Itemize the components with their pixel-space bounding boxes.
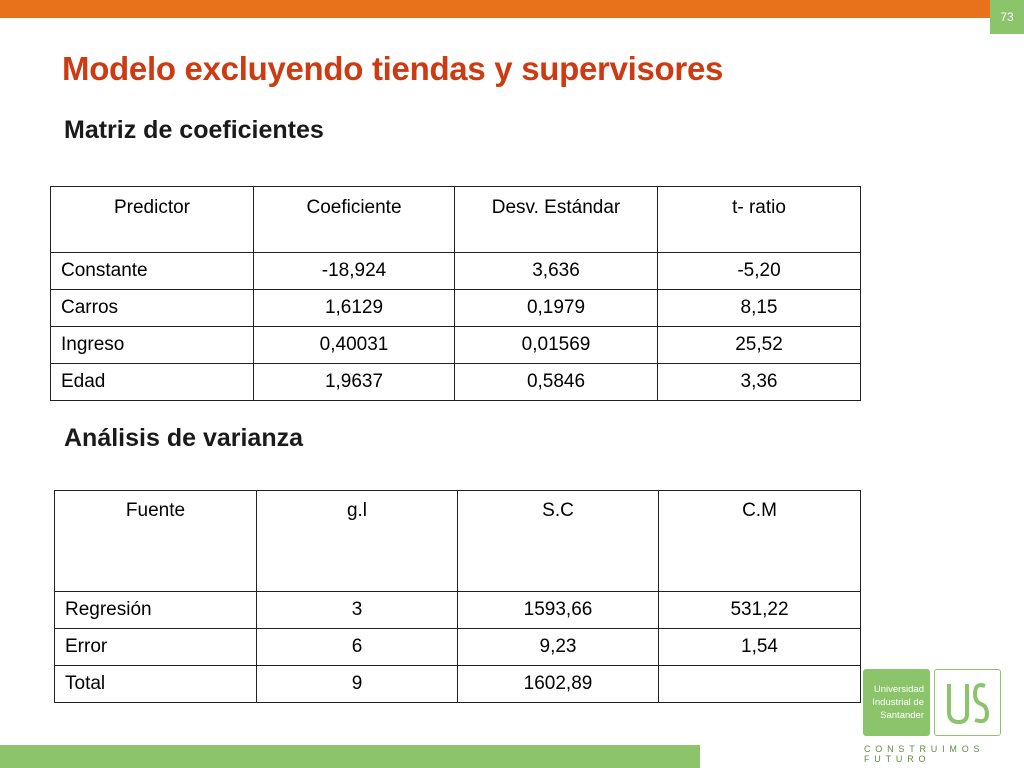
column-header: t- ratio <box>658 187 861 253</box>
table-row <box>51 253 861 290</box>
table-cell: 1593,66 <box>458 592 659 629</box>
logo-line: Santander <box>880 710 924 721</box>
table-cell: 3 <box>257 592 458 629</box>
table-row <box>55 592 861 629</box>
table-cell: Edad <box>51 364 254 401</box>
uis-emblem-icon <box>934 669 1001 736</box>
column-header: Predictor <box>51 187 254 253</box>
table-cell: 6 <box>257 629 458 666</box>
table-cell: 9,23 <box>458 629 659 666</box>
logo-line: Industrial de <box>872 697 924 708</box>
column-header: Fuente <box>55 491 257 592</box>
table-row <box>51 327 861 364</box>
table-cell: 3,36 <box>658 364 861 401</box>
table-cell: 0,5846 <box>455 364 658 401</box>
table-row <box>51 364 861 401</box>
slide-title: Modelo excluyendo tiendas y supervisores <box>62 50 724 87</box>
table-cell: 3,636 <box>455 253 658 290</box>
university-name-logo <box>863 669 930 736</box>
table-cell: Error <box>55 629 257 666</box>
anova-table <box>54 490 861 703</box>
table-cell: 25,52 <box>658 327 861 364</box>
table-cell: 1602,89 <box>458 666 659 703</box>
table-row <box>51 290 861 327</box>
table-cell: Constante <box>51 253 254 290</box>
table-header-row <box>51 187 861 253</box>
column-header: Coeficiente <box>254 187 455 253</box>
table-cell: 0,1979 <box>455 290 658 327</box>
table-cell: Total <box>55 666 257 703</box>
table-cell: 1,6129 <box>254 290 455 327</box>
table-cell: 1,9637 <box>254 364 455 401</box>
table-cell: -18,924 <box>254 253 455 290</box>
top-accent-bar <box>0 0 990 18</box>
section-heading-coefficients: Matriz de coeficientes <box>64 116 324 144</box>
logo-line: Universidad <box>873 684 924 695</box>
table-cell: Ingreso <box>51 327 254 364</box>
column-header: g.l <box>257 491 458 592</box>
section-heading-anova: Análisis de varianza <box>64 424 304 452</box>
table-header-row <box>55 491 861 592</box>
table-cell: 9 <box>257 666 458 703</box>
table-row <box>55 629 861 666</box>
table-cell: 0,01569 <box>455 327 658 364</box>
table-row <box>55 666 861 703</box>
table-cell: 1,54 <box>659 629 861 666</box>
bottom-accent-bar <box>0 745 700 768</box>
table-cell: 8,15 <box>658 290 861 327</box>
table-cell <box>659 666 861 703</box>
column-header: S.C <box>458 491 659 592</box>
table-cell: -5,20 <box>658 253 861 290</box>
slogan-text: CONSTRUIMOS FUTURO <box>864 744 985 764</box>
table-cell: Carros <box>51 290 254 327</box>
column-header: C.M <box>659 491 861 592</box>
coefficients-table <box>50 186 861 401</box>
page-number-badge: 73 <box>990 0 1024 34</box>
table-cell: 531,22 <box>659 592 861 629</box>
table-cell: Regresión <box>55 592 257 629</box>
column-header: Desv. Estándar <box>455 187 658 253</box>
table-cell: 0,40031 <box>254 327 455 364</box>
